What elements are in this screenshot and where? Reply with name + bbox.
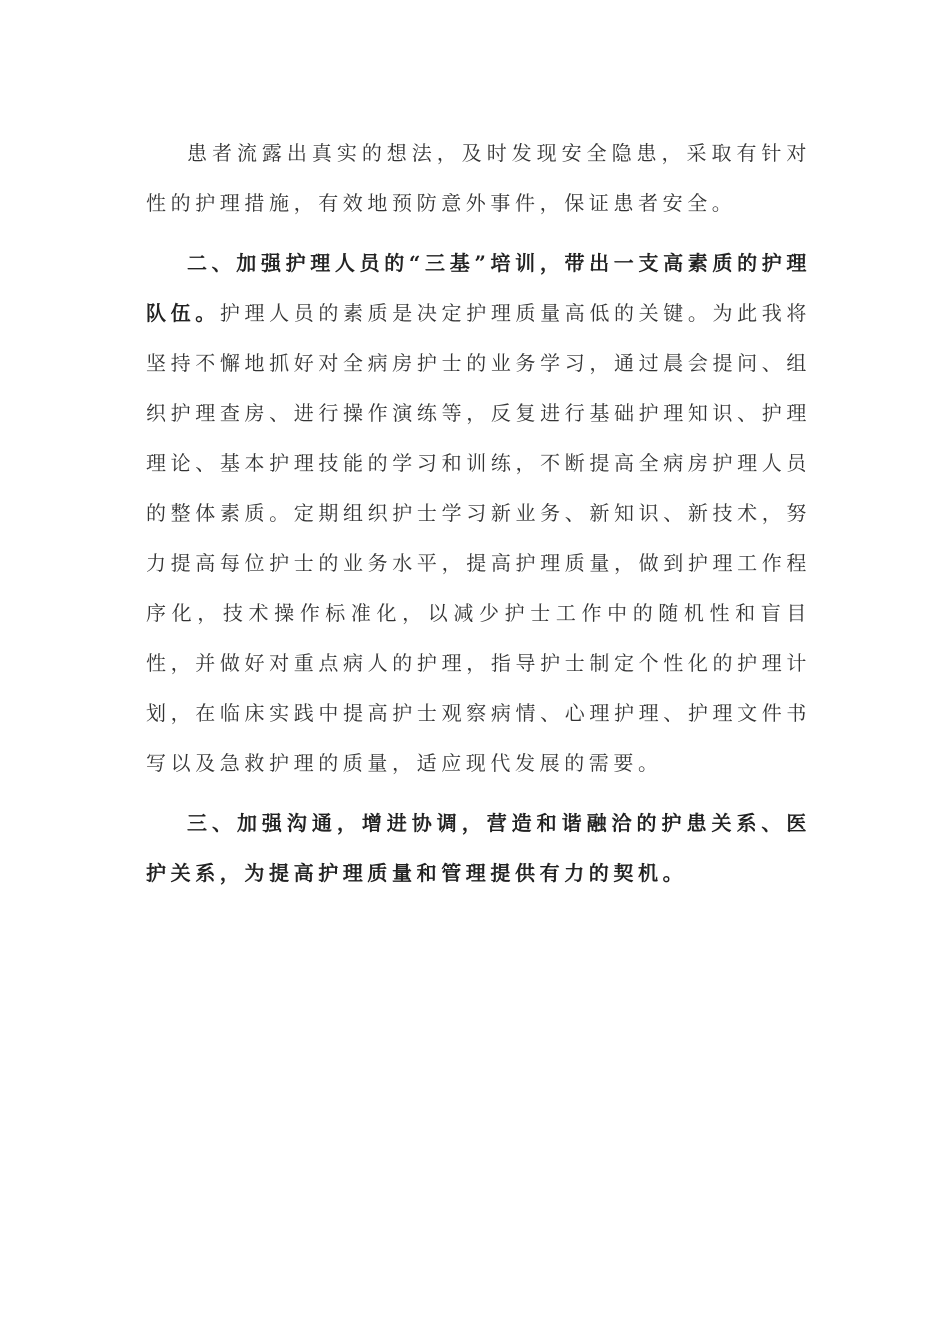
paragraph-section-three [146, 798, 811, 898]
section-two-heading: 二、加强护理人员的“三基”培训，带出一支高素质的护理队伍。 [146, 251, 811, 325]
section-two-text: 护理人员的素质是决定护理质量高低的关键。为此我将坚持不懈地抓好对全病房护士的业务学习，通过晨会提问、组织护理查房、进行操作演练等，反复进行基础护理知识、护理理论、基本护理技能的学习和训练，不断提高全病房护理人员的整体素质。定期组织护士学习新业务、新知识、新技术，努力提高每位护士的业务水平，提高护理质量，做到护理工作程序化，技术操作标准化，以减少护士工作中的随机性和盲目性，并做好对重点病人的护理，指导护士制定个性化的护理计划，在临床实践中提高护士观察病情、心理护理、护理文件书写以及急救护理的质量，适应现代发展的需要。 [146, 301, 811, 775]
paragraph-section-two [146, 238, 811, 788]
paragraph-text: 患者流露出真实的想法，及时发现安全隐患，采取有针对性的护理措施，有效地预防意外事件，保证患者安全。 [146, 141, 811, 215]
document-body [146, 128, 811, 898]
section-three-heading: 三、加强沟通，增进协调，营造和谐融洽的护患关系、医护关系，为提高护理质量和管理提供有力的契机。 [146, 811, 811, 885]
paragraph-continuation [146, 128, 811, 228]
